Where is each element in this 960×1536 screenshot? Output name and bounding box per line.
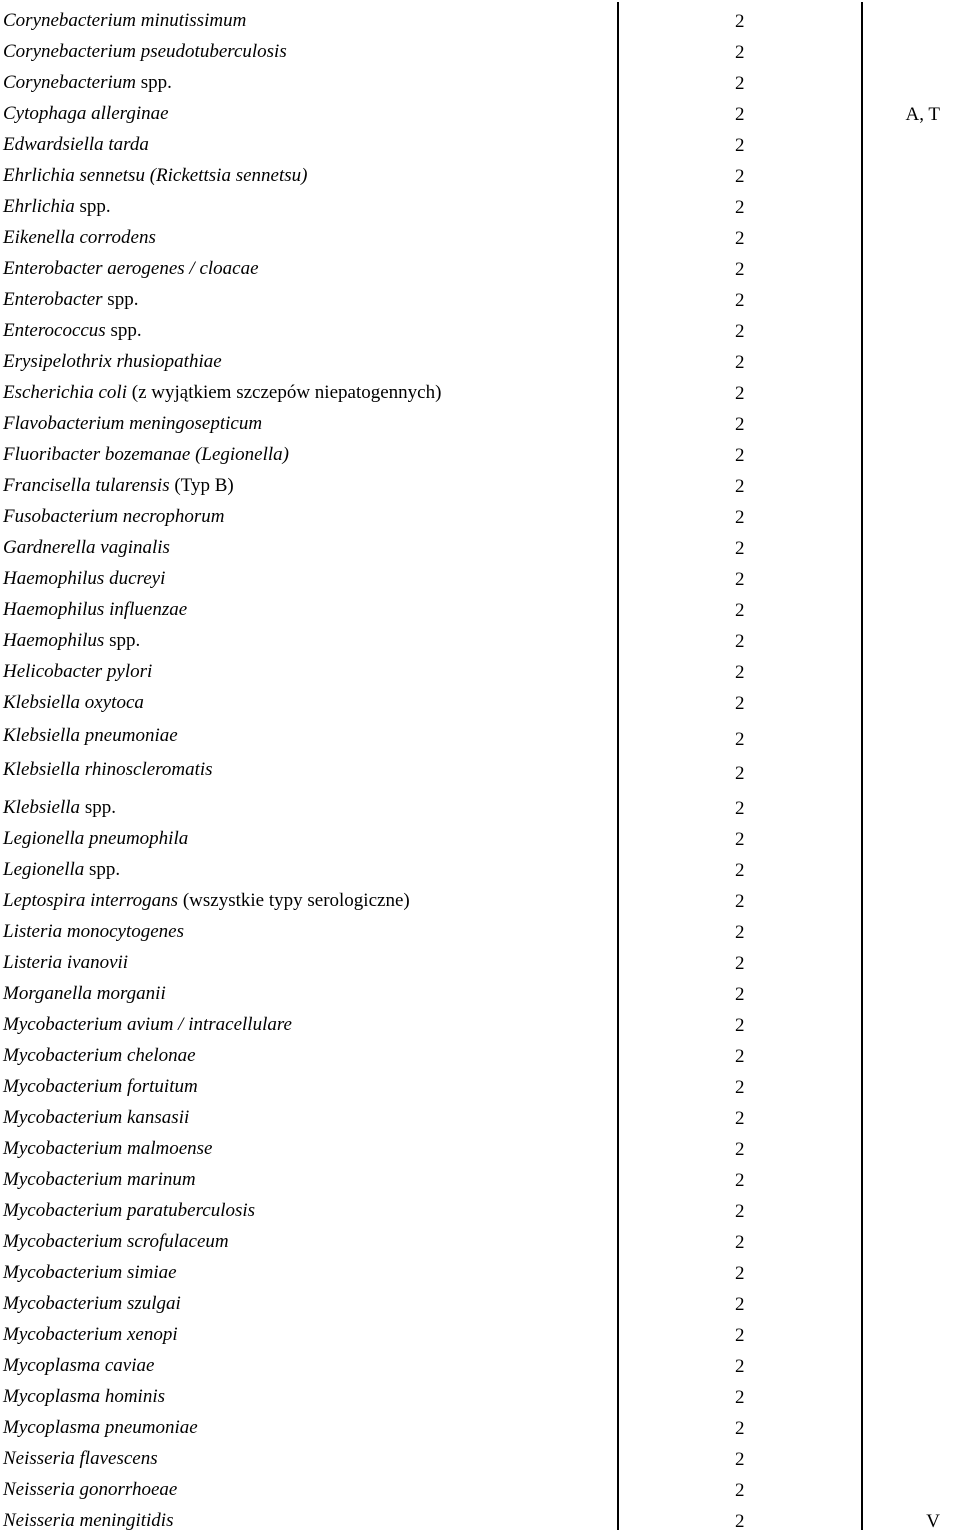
risk-group: 2	[735, 1325, 745, 1346]
table-row	[0, 1443, 960, 1474]
organism-name-plain: spp.	[102, 289, 139, 310]
organism-name	[3, 568, 165, 590]
organism-name	[3, 828, 188, 850]
risk-group: 2	[735, 631, 745, 652]
risk-group: 2	[735, 798, 745, 819]
organism-name-italic: Mycobacterium paratuberculosis	[3, 1200, 256, 1221]
organism-name-italic: Listeria monocytogenes	[3, 921, 185, 942]
organism-name	[3, 1479, 177, 1501]
organism-name	[3, 165, 307, 187]
organism-name	[3, 759, 213, 781]
organism-name	[3, 537, 170, 559]
risk-group: 2	[735, 662, 745, 683]
organism-name	[3, 1169, 196, 1191]
organism-name	[3, 859, 120, 881]
remarks: A, T	[905, 104, 940, 125]
table-row	[0, 1288, 960, 1319]
organism-name	[3, 1076, 198, 1098]
risk-group: 2	[735, 290, 745, 311]
risk-group: 2	[735, 1263, 745, 1284]
remarks: V	[926, 1511, 940, 1532]
risk-group: 2	[735, 1387, 745, 1408]
organism-name-plain: spp.	[104, 630, 141, 651]
organism-name-italic: Listeria ivanovii	[3, 952, 129, 973]
risk-group: 2	[735, 569, 745, 590]
organism-name-italic: Enterobacter aerogenes / cloacae	[3, 258, 259, 279]
table-row	[0, 1257, 960, 1288]
organism-name	[3, 258, 259, 280]
organism-name-italic: Mycobacterium simiae	[3, 1262, 177, 1283]
organism-name-italic: Legionella	[3, 859, 85, 880]
organism-name	[3, 630, 140, 652]
organism-name-italic: Mycobacterium avium / intracellulare	[3, 1014, 292, 1035]
organism-name-italic: Haemophilus ducreyi	[3, 568, 166, 589]
organism-name-plain: (Typ B)	[169, 475, 234, 496]
organism-name	[3, 1386, 165, 1408]
risk-group: 2	[735, 1077, 745, 1098]
table-row	[0, 67, 960, 98]
risk-group: 2	[735, 1418, 745, 1439]
organism-name	[3, 1231, 229, 1253]
organism-name-italic: Haemophilus	[3, 630, 105, 651]
organism-name	[3, 227, 156, 249]
organism-name	[3, 599, 187, 621]
risk-group: 2	[735, 166, 745, 187]
organism-name-italic: Neisseria flavescens	[3, 1448, 158, 1469]
table-row	[0, 1381, 960, 1412]
table-row	[0, 36, 960, 67]
organism-name-italic: Mycoplasma pneumoniae	[3, 1417, 198, 1438]
table-row	[0, 160, 960, 191]
organism-name-italic: Klebsiella oxytoca	[3, 692, 144, 713]
organism-name-plain: spp.	[74, 196, 111, 217]
risk-group: 2	[735, 135, 745, 156]
risk-group: 2	[735, 763, 745, 784]
organism-name-italic: Erysipelothrix rhusiopathiae	[3, 351, 222, 372]
organism-name-italic: Klebsiella	[3, 797, 81, 818]
organism-name	[3, 72, 172, 94]
organism-name-italic: Cytophaga allerginae	[3, 103, 169, 124]
organism-name-italic: Legionella pneumophila	[3, 828, 189, 849]
organism-name-italic: Fusobacterium necrophorum	[3, 506, 225, 527]
organism-name-italic: Enterococcus	[3, 320, 106, 341]
organism-name	[3, 289, 138, 311]
organism-name	[3, 1448, 158, 1470]
risk-group: 2	[735, 693, 745, 714]
organism-name	[3, 1324, 178, 1346]
risk-group: 2	[735, 538, 745, 559]
risk-group: 2	[735, 228, 745, 249]
organism-name-italic: Klebsiella rhinoscleromatis	[3, 759, 213, 780]
organism-name-plain: spp.	[105, 320, 142, 341]
table-row	[0, 315, 960, 346]
table-row	[0, 754, 960, 785]
risk-group: 2	[735, 1294, 745, 1315]
table-row	[0, 978, 960, 1009]
organism-name-italic: Enterobacter	[3, 289, 103, 310]
risk-group: 2	[735, 1046, 745, 1067]
organism-name-italic: Ehrlichia	[3, 196, 75, 217]
organism-name	[3, 506, 224, 528]
organism-name-plain: (wszystkie typy serologiczne)	[178, 890, 410, 911]
table-row	[0, 854, 960, 885]
organism-name	[3, 1200, 255, 1222]
organism-name	[3, 134, 149, 156]
organism-name-italic: Flavobacterium meningosepticum	[3, 413, 263, 434]
organism-name-italic: Francisella tularensis	[3, 475, 170, 496]
organism-name-italic: Morganella morganii	[3, 983, 166, 1004]
risk-group: 2	[735, 321, 745, 342]
table-row	[0, 1474, 960, 1505]
risk-group: 2	[735, 1170, 745, 1191]
organism-name-plain: spp.	[80, 797, 116, 818]
risk-group: 2	[735, 104, 745, 125]
organism-name-italic: Neisseria gonorrhoeae	[3, 1479, 178, 1500]
organism-name-italic: Edwardsiella tarda	[3, 134, 149, 155]
table-row	[0, 501, 960, 532]
organism-name-italic: Mycobacterium marinum	[3, 1169, 196, 1190]
table-row	[0, 885, 960, 916]
risk-group: 2	[735, 259, 745, 280]
organism-name-italic: Leptospira interrogans	[3, 890, 179, 911]
table-row	[0, 687, 960, 718]
risk-group: 2	[735, 445, 745, 466]
organism-name	[3, 983, 166, 1005]
organism-name-italic: Ehrlichia sennetsu (Rickettsia sennetsu)	[3, 165, 308, 186]
table-row	[0, 1071, 960, 1102]
organism-name-italic: Mycobacterium fortuitum	[3, 1076, 198, 1097]
organism-name-italic: Klebsiella pneumoniae	[3, 725, 178, 746]
organism-name	[3, 10, 246, 32]
table-row	[0, 470, 960, 501]
table-row	[0, 222, 960, 253]
risk-group: 2	[735, 600, 745, 621]
organism-name-italic: Haemophilus influenzae	[3, 599, 188, 620]
risk-group: 2	[735, 414, 745, 435]
table-row	[0, 625, 960, 656]
risk-group: 2	[735, 1108, 745, 1129]
organism-name	[3, 1107, 189, 1129]
organism-name	[3, 382, 441, 404]
table-row	[0, 284, 960, 315]
organism-name-plain: spp.	[84, 859, 121, 880]
organism-name-italic: Mycobacterium xenopi	[3, 1324, 178, 1345]
table-row	[0, 439, 960, 470]
risk-group: 2	[735, 860, 745, 881]
table-row	[0, 1412, 960, 1443]
organism-name	[3, 1355, 154, 1377]
risk-group: 2	[735, 507, 745, 528]
organism-name-italic: Mycobacterium chelonae	[3, 1045, 196, 1066]
table-row	[0, 823, 960, 854]
table-row	[0, 1133, 960, 1164]
table-row	[0, 1319, 960, 1350]
organism-name	[3, 692, 144, 714]
table-row	[0, 916, 960, 947]
organism-name	[3, 725, 178, 747]
organism-name	[3, 890, 410, 912]
organism-name	[3, 351, 222, 373]
risk-group: 2	[735, 1356, 745, 1377]
organism-name-italic: Mycoplasma hominis	[3, 1386, 166, 1407]
table-row	[0, 532, 960, 563]
organism-name-plain: spp.	[135, 72, 172, 93]
table-row	[0, 1505, 960, 1536]
table-row	[0, 1102, 960, 1133]
risk-group: 2	[735, 1201, 745, 1222]
organism-name-italic: Mycobacterium scrofulaceum	[3, 1231, 229, 1252]
risk-group: 2	[735, 953, 745, 974]
organism-name	[3, 413, 262, 435]
risk-group: 2	[735, 1449, 745, 1470]
table-row	[0, 129, 960, 160]
table-row	[0, 408, 960, 439]
risk-group: 2	[735, 729, 745, 750]
organism-name	[3, 1014, 292, 1036]
table-row	[0, 98, 960, 129]
risk-group: 2	[735, 1232, 745, 1253]
risk-group: 2	[735, 73, 745, 94]
risk-group: 2	[735, 476, 745, 497]
organism-name	[3, 444, 289, 466]
organism-name	[3, 41, 287, 63]
organism-name-italic: Mycobacterium szulgai	[3, 1293, 181, 1314]
organism-name	[3, 320, 142, 342]
table-row	[0, 1009, 960, 1040]
table-row	[0, 1226, 960, 1257]
table-row	[0, 1350, 960, 1381]
organism-name-italic: Corynebacterium pseudotuberculosis	[3, 41, 287, 62]
table-row	[0, 346, 960, 377]
organism-name	[3, 1417, 198, 1439]
organism-name	[3, 103, 169, 125]
organism-name-italic: Escherichia coli	[3, 382, 127, 403]
organism-name-italic: Corynebacterium minutissimum	[3, 10, 247, 31]
table-row	[0, 1040, 960, 1071]
risk-group: 2	[735, 829, 745, 850]
table-row	[0, 1195, 960, 1226]
risk-group: 2	[735, 352, 745, 373]
organism-name-italic: Mycobacterium malmoense	[3, 1138, 213, 1159]
risk-group: 2	[735, 11, 745, 32]
organism-name-italic: Mycoplasma caviae	[3, 1355, 155, 1376]
organism-name	[3, 1510, 173, 1532]
risk-group: 2	[735, 984, 745, 1005]
organism-name	[3, 1138, 212, 1160]
organism-name	[3, 1293, 181, 1315]
risk-group: 2	[735, 922, 745, 943]
risk-group: 2	[735, 42, 745, 63]
organism-name-plain: (z wyjątkiem szczepów niepatogennych)	[127, 382, 442, 403]
table-row	[0, 191, 960, 222]
table-row	[0, 377, 960, 408]
table-row	[0, 792, 960, 823]
organism-name	[3, 952, 128, 974]
risk-group: 2	[735, 1139, 745, 1160]
organism-name	[3, 196, 111, 218]
risk-group: 2	[735, 1480, 745, 1501]
table-row	[0, 5, 960, 36]
risk-group: 2	[735, 383, 745, 404]
organism-name-italic: Gardnerella vaginalis	[3, 537, 170, 558]
organism-name-italic: Corynebacterium	[3, 72, 136, 93]
table-row	[0, 253, 960, 284]
risk-group: 2	[735, 891, 745, 912]
organism-name	[3, 475, 234, 497]
organism-name	[3, 921, 184, 943]
risk-group: 2	[735, 1511, 745, 1532]
risk-group: 2	[735, 1015, 745, 1036]
organism-name-italic: Eikenella corrodens	[3, 227, 156, 248]
organism-name	[3, 1262, 177, 1284]
organism-name-italic: Mycobacterium kansasii	[3, 1107, 190, 1128]
organism-name-italic: Fluoribacter bozemanae (Legionella)	[3, 444, 290, 465]
organism-name	[3, 1045, 196, 1067]
organism-name	[3, 797, 116, 819]
table-row	[0, 656, 960, 687]
risk-group: 2	[735, 197, 745, 218]
organism-name	[3, 661, 152, 683]
table-row	[0, 594, 960, 625]
table-row	[0, 1164, 960, 1195]
table-row	[0, 563, 960, 594]
organism-name-italic: Helicobacter pylori	[3, 661, 153, 682]
organism-name-italic: Neisseria meningitidis	[3, 1510, 174, 1531]
table-row	[0, 947, 960, 978]
table-row	[0, 720, 960, 751]
